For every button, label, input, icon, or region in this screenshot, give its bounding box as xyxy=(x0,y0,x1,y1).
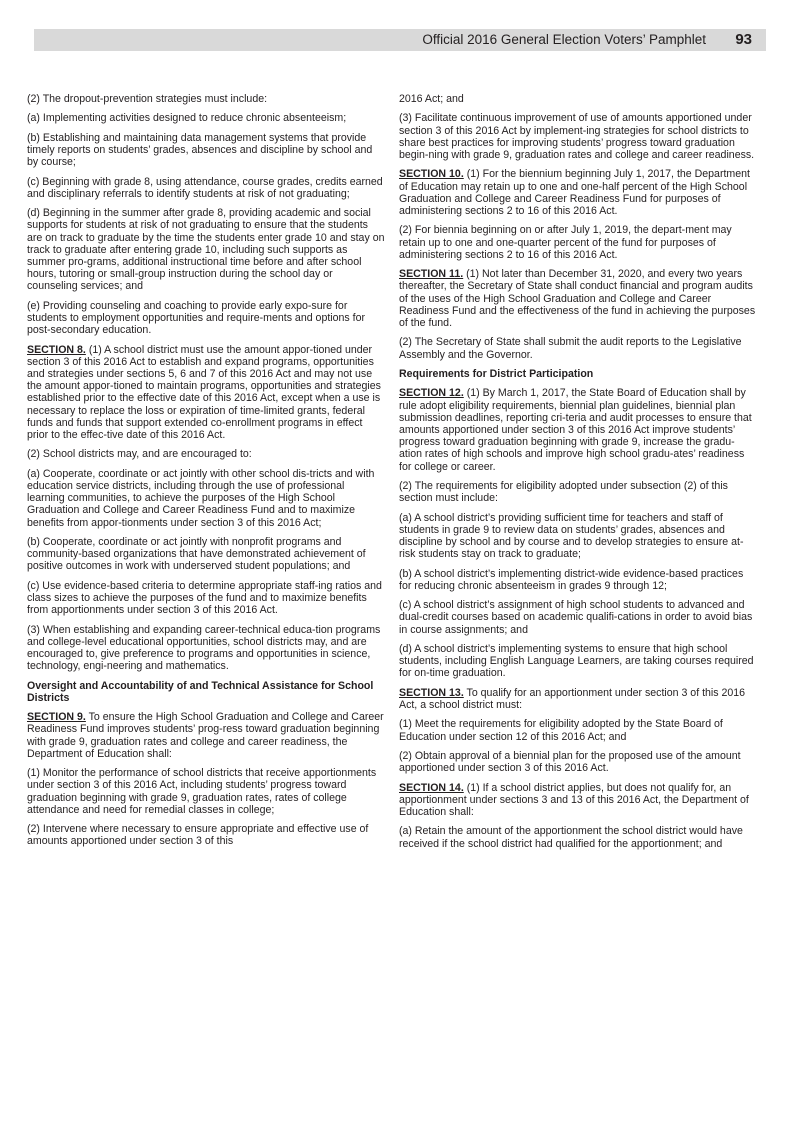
paragraph xyxy=(27,624,385,673)
section-label: SECTION 12. xyxy=(399,387,464,400)
section-heading: Requirements for District Participation xyxy=(399,367,594,380)
paragraph-text: (1) By March 1, 2017, the State Board of Education shall by rule adopt eligibility requirements, biennial plan guidelines, biennial plan submission deadlines, reporting cri-teria and audit processes to ensure that amounts apportioned under section 3 of this 2016 Act improve students’ progress toward graduation beginning with grade 9, increase the gradu-ation rates of high schools and improve high school gradu-ates’ readiness for college or career. xyxy=(399,387,752,473)
paragraph-text: (c) Beginning with grade 8, using attendance, course grades, credits earned and disciplinary referrals to identify students at risk of not graduating; xyxy=(27,175,383,200)
paragraph xyxy=(27,767,385,816)
paragraph-text: (a) Retain the amount of the apportionment the school district would have received if the school district had qualified for the apportionment; and xyxy=(399,825,743,850)
paragraph-text: To ensure the High School Graduation and College and Career Readiness Fund improves students’ prog-ress toward graduation beginning with grade 9, graduation rates and college and career readiness, the Department of Education shall: xyxy=(27,711,384,760)
left-column xyxy=(27,93,385,855)
section-label: SECTION 13. xyxy=(399,686,464,699)
paragraph xyxy=(27,132,385,169)
paragraph xyxy=(399,718,757,742)
paragraph-text: (3) When establishing and expanding career-technical educa-tion programs and college-level educational opportunities, school districts may, and are encouraged to, give preference to programs and opportunities in science, technology, engi-neering and mathematics. xyxy=(27,623,381,673)
paragraph-text: (a) A school district’s providing sufficient time for teachers and staff of students in grade 9 to review data on students’ grades, absences and discipline by school and by course and to develop strategies to ensure at-risk students stay on track to graduate; xyxy=(399,511,744,561)
paragraph xyxy=(399,512,757,561)
paragraph xyxy=(27,580,385,617)
paragraph-text: (1) Monitor the performance of school districts that receive apportionments under section 3 of this 2016 Act, including students’ progress toward graduation beginning with grade 9, graduation rates, rates of college attendance and need for remedial classes in college; xyxy=(27,767,377,816)
paragraph xyxy=(399,599,757,636)
section-label: SECTION 14. xyxy=(399,781,464,794)
page-number: 93 xyxy=(735,31,752,48)
section-paragraph xyxy=(27,344,385,442)
paragraph-text: (1) A school district must use the amount appor-tioned under section 3 of this 2016 Act to establish and expand programs, opportunities and strategies under sections 5, 6 and 7 of this 2016 Act and may not use the amount appor-tioned to maintain programs, opportunities and strategies established prior to the effective date of this 2016 Act, except when a use is necessary to replace the loss or expiration of time-limited grants, federal funds and funds that support extended co-enrollment programs in effect prior to the effec-tive date of this 2016 Act. xyxy=(27,343,381,441)
paragraph-text: 2016 Act; and xyxy=(399,93,464,105)
paragraph xyxy=(27,300,385,337)
paragraph-text: (1) Meet the requirements for eligibility adopted by the State Board of Education under section 12 of this 2016 Act; and xyxy=(399,718,723,743)
paragraph xyxy=(399,93,757,105)
paragraph xyxy=(27,448,385,460)
paragraph xyxy=(27,112,385,124)
paragraph-text: (a) Cooperate, coordinate or act jointly with other school dis-tricts and with education service districts, including through the use of professional learning communities, to achieve the purposes of the High School Graduation and College and Career Readiness Fund and to maximize benefits from appor-tionments under section 3 of this 2016 Act; xyxy=(27,467,375,529)
paragraph-text: (b) A school district’s implementing district-wide evidence-based practices for reducing chronic absenteeism in grades 9 through 12; xyxy=(399,567,744,592)
section-label: SECTION 9. xyxy=(27,711,86,724)
paragraph xyxy=(399,750,757,774)
paragraph xyxy=(27,93,385,105)
paragraph-text: (2) The dropout-prevention strategies must include: xyxy=(27,93,268,105)
paragraph-text: (b) Establishing and maintaining data management systems that provide timely reports on students’ grades, absences and discipline by school and by course; xyxy=(27,131,373,169)
paragraph xyxy=(27,823,385,847)
section-paragraph xyxy=(399,387,757,472)
paragraph-text: (b) Cooperate, coordinate or act jointly with nonprofit programs and community-based organizations that have demonstrated achievement of positive outcomes in work with underserved student populations; and xyxy=(27,535,366,573)
paragraph-text: (a) Implementing activities designed to reduce chronic absenteeism; xyxy=(27,112,347,125)
paragraph xyxy=(399,643,757,680)
paragraph xyxy=(399,825,757,849)
paragraph-text: (1) Not later than December 31, 2020, and every two years thereafter, the Secretary of State shall conduct financial and program audits of the uses of the High School Graduation and College and Career Readiness Fund and the effectiveness of the fund in achieving the purposes of the fund. xyxy=(399,268,756,329)
right-column xyxy=(399,93,757,857)
paragraph-text: (2) The Secretary of State shall submit the audit reports to the Legislative Assembly and the Governor. xyxy=(399,336,742,361)
paragraph-text: To qualify for an apportionment under section 3 of this 2016 Act, a school district must: xyxy=(399,686,746,711)
section-paragraph xyxy=(399,687,757,711)
paragraph xyxy=(27,468,385,529)
paragraph-text: (c) Use evidence-based criteria to determine appropriate staff-ing ratios and class sizes to achieve the purposes of the fund and to maximize benefits from apportionments under section 3 of this 2016 Act. xyxy=(27,579,382,617)
section-label: SECTION 8. xyxy=(27,343,86,356)
page-header xyxy=(34,29,766,51)
section-label: SECTION 11. xyxy=(399,268,464,281)
paragraph xyxy=(399,480,757,504)
section-paragraph xyxy=(399,782,757,819)
paragraph-text: (c) A school district’s assignment of high school students to advanced and dual-credit courses based on academic qualifi-cations in order to avoid bias in course assignments; and xyxy=(399,599,753,636)
section-paragraph xyxy=(27,711,385,760)
section-paragraph xyxy=(399,268,757,329)
paragraph-text: (2) The requirements for eligibility adopted under subsection (2) of this section must include: xyxy=(399,479,728,505)
paragraph xyxy=(399,568,757,592)
header-title: Official 2016 General Election Voters’ Pamphlet xyxy=(422,32,706,47)
paragraph xyxy=(399,336,757,360)
paragraph-text: (d) A school district’s implementing systems to ensure that high school students, including English Language Learners, are taking courses required for on-time graduation. xyxy=(399,642,754,680)
paragraph xyxy=(399,112,757,161)
section-heading: Oversight and Accountability of and Technical Assistance for School Districts xyxy=(27,679,374,704)
paragraph-text: (d) Beginning in the summer after grade 8, providing academic and social supports for students at risk of not graduating to ensure that the students are on track to graduate by the time the students enter grade 10 and stay on track to graduate after entering grade 10, including such supports as summer pro-grams, additional instructional time before and after school hours, tutoring or small-group instruction during the school day or counseling services; and xyxy=(27,207,385,293)
paragraph-text: (3) Facilitate continuous improvement of use of amounts apportioned under section 3 of this 2016 Act by implement-ing strategies for school districts to share best practices for improving students’ progress toward graduation begin-ning with grade 9, graduation rates and college and career readiness. xyxy=(399,112,755,161)
paragraph-text: (2) Obtain approval of a biennial plan for the proposed use of the amount apportioned under section 3 of this 2016 Act. xyxy=(399,749,741,775)
paragraph-text: (2) For biennia beginning on or after July 1, 2019, the depart-ment may retain up to one and one-quarter percent of the fund for purposes of administering sections 2 to 16 of this 2016 Act. xyxy=(399,224,732,261)
paragraph-text: (1) If a school district applies, but does not qualify for, an apportionment under sections 3 and 13 of this 2016 Act, the Department of Education shall: xyxy=(399,781,749,818)
paragraph xyxy=(27,536,385,573)
paragraph xyxy=(399,224,757,261)
paragraph xyxy=(27,176,385,200)
paragraph-text: (e) Providing counseling and coaching to provide early expo-sure for students to employment opportunities and require-ments and options for post-secondary education. xyxy=(27,299,366,337)
paragraph-text: (2) Intervene where necessary to ensure appropriate and effective use of amounts apportioned under section 3 of this xyxy=(27,823,369,848)
paragraph-text: (2) School districts may, and are encouraged to: xyxy=(27,448,252,461)
section-label: SECTION 10. xyxy=(399,168,464,181)
section-paragraph xyxy=(399,168,757,217)
paragraph-text: (1) For the biennium beginning July 1, 2017, the Department of Education may retain up to one and one-half percent of the High School Graduation and College and Career Readiness Fund for purposes of administering sections 2 to 16 of this 2016 Act. xyxy=(399,168,750,217)
paragraph xyxy=(27,207,385,292)
